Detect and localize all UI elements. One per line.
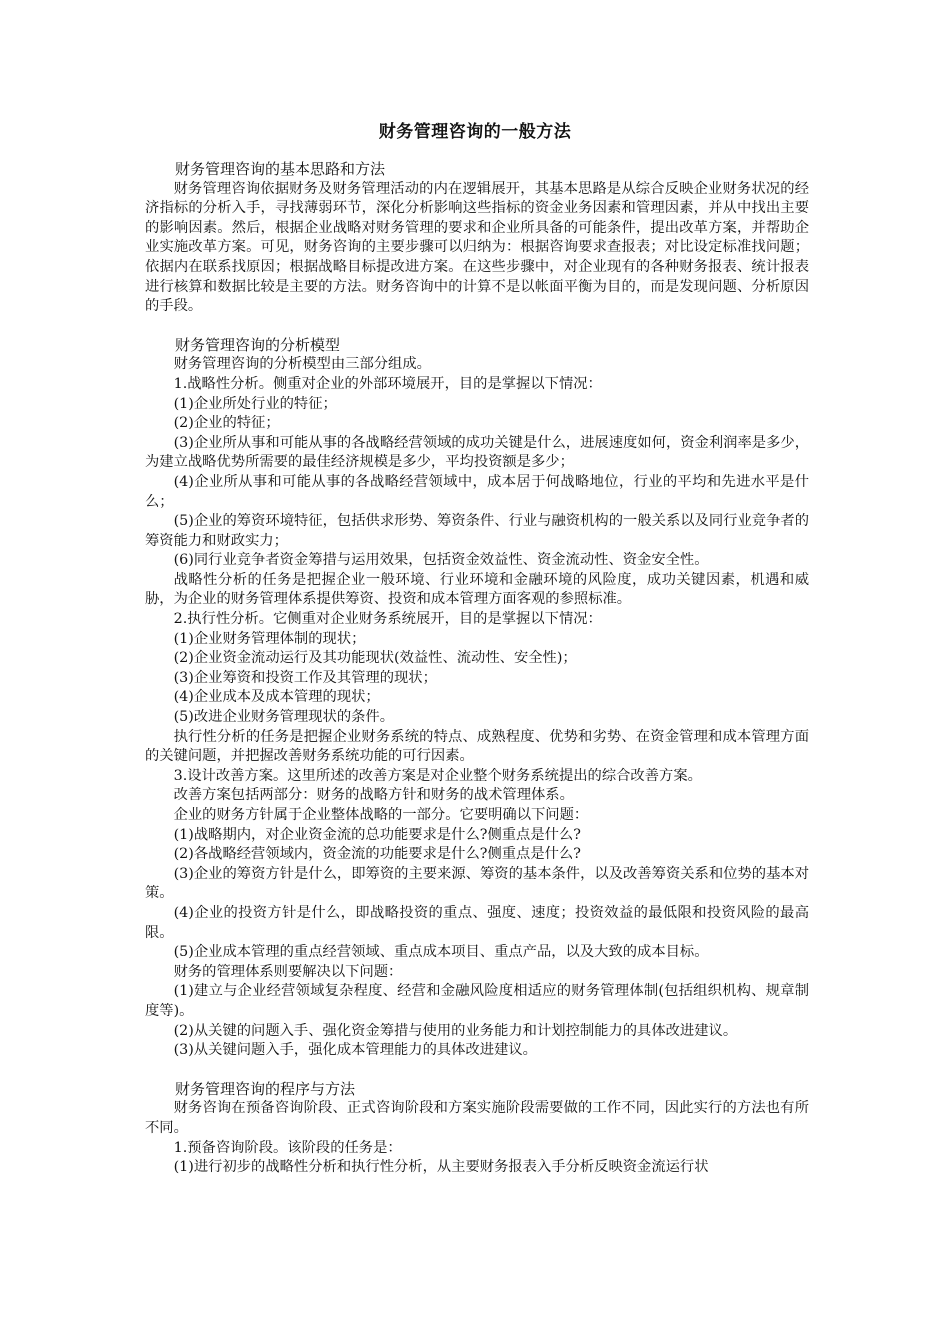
paragraph: 财务管理咨询依据财务及财务管理活动的内在逻辑展开，其基本思路是从综合反映企业财务状况的经济指标的分析入手，寻找薄弱环节，深化分析影响这些指标的资金业务因素和管理因素，并从中找出主要的影响因素。然后，根据企业战略对财务管理的要求和企业所具备的可能条件，提出改革方案，并帮助企业实施改革方案。可见，财务咨询的主要步骤可以归纳为：根据咨询要求查报表；对比设定标准找问题；依据内在联系找原因；根据战略目标提改进方案。在这些步骤中，对企业现有的各种财务报表、统计报表进行核算和数据比较是主要的方法。财务咨询中的计算不是以帐面平衡为目的，而是发现问题、分析原因的手段。 bbox=[145, 180, 809, 315]
paragraph: (2)从关键的问题入手、强化资金筹措与使用的业务能力和计划控制能力的具体改进建议。 bbox=[173, 1022, 738, 1039]
paragraph: (2)企业的特征； bbox=[173, 415, 280, 432]
paragraph: 1.战略性分析。侧重对企业的外部环境展开，目的是掌握以下情况： bbox=[173, 375, 602, 392]
paragraph: (3)企业的筹资方针是什么，即筹资的主要来源、筹资的基本条件，以及改善筹资关系和位势的基本对策。 bbox=[145, 865, 809, 902]
paragraph: 1.预备咨询阶段。该阶段的任务是： bbox=[173, 1139, 402, 1156]
paragraph: (2)企业资金流动运行及其功能现状(效益性、流动性、安全性)； bbox=[173, 650, 577, 667]
paragraph: (1)建立与企业经营领域复杂程度、经营和金融风险度相适应的财务管理体制(包括组织机构、规章制度等)。 bbox=[145, 983, 809, 1019]
document-body bbox=[145, 160, 809, 1178]
paragraph: 企业的财务方针属于企业整体战略的一部分。它要明确以下问题： bbox=[173, 807, 589, 823]
paragraph: (1)企业财务管理体制的现状； bbox=[173, 630, 366, 647]
paragraph: 财务管理咨询的分析模型由三部分组成。 bbox=[173, 356, 431, 373]
paragraph: 执行性分析的任务是把握企业财务系统的特点、成熟程度、优势和劣势、在资金管理和成本管理方面的关键问题，并把握改善财务系统功能的可行因素。 bbox=[145, 728, 809, 765]
paragraph: (3)企业所从事和可能从事的各战略经营领域的成功关键是什么，进展速度如何，资金利润率是多少，为建立战略优势所需要的最佳经济规模是多少，平均投资额是多少； bbox=[145, 434, 809, 471]
paragraph-gap bbox=[145, 317, 809, 336]
paragraph: (6)同行业竞争者资金筹措与运用效果，包括资金效益性、资金流动性、资金安全性。 bbox=[173, 552, 709, 569]
paragraph: 战略性分析的任务是把握企业一般环境、行业环境和金融环境的风险度，成功关键因素，机遇和威胁，为企业的财务管理体系提供筹资、投资和成本管理方面客观的参照标准。 bbox=[145, 571, 809, 608]
section-heading: 财务管理咨询的基本思路和方法 bbox=[175, 160, 386, 178]
paragraph: (3)企业筹资和投资工作及其管理的现状； bbox=[173, 669, 437, 686]
paragraph: 2.执行性分析。它侧重对企业财务系统展开，目的是掌握以下情况： bbox=[173, 611, 602, 628]
section-heading: 财务管理咨询的分析模型 bbox=[175, 335, 341, 354]
paragraph: (4)企业的投资方针是什么，即战略投资的重点、强度、速度；投资效益的最低限和投资风险的最高限。 bbox=[145, 904, 809, 941]
section-heading: 财务管理咨询的程序与方法 bbox=[175, 1079, 356, 1098]
paragraph: (3)从关键问题入手，强化成本管理能力的具体改进建议。 bbox=[173, 1042, 537, 1059]
paragraph: 财务的管理体系则要解决以下问题： bbox=[173, 963, 403, 980]
paragraph: (1)进行初步的战略性分析和执行性分析，从主要财务报表入手分析反映资金流运行状 bbox=[173, 1159, 709, 1176]
paragraph: (1)企业所处行业的特征； bbox=[173, 395, 337, 412]
document-title: 财务管理咨询的一般方法 bbox=[378, 122, 572, 142]
paragraph: (2)各战略经营领域内，资金流的功能要求是什么?侧重点是什么? bbox=[173, 846, 581, 863]
paragraph: 改善方案包括两部分：财务的战略方针和财务的战术管理体系。 bbox=[173, 787, 574, 804]
paragraph: (5)企业的筹资环境特征，包括供求形势、筹资条件、行业与融资机构的一般关系以及同行业竞争者的筹资能力和财政实力； bbox=[145, 513, 809, 549]
paragraph-gap bbox=[145, 1061, 809, 1080]
paragraph: (4)企业所从事和可能从事的各战略经营领域中，成本居于何战略地位，行业的平均和先进水平是什么； bbox=[145, 473, 809, 510]
paragraph: (1)战略期内，对企业资金流的总功能要求是什么?侧重点是什么? bbox=[173, 826, 581, 843]
paragraph: (4)企业成本及成本管理的现状； bbox=[173, 689, 380, 706]
paragraph: 3.设计改善方案。这里所述的改善方案是对企业整个财务系统提出的综合改善方案。 bbox=[173, 767, 702, 784]
paragraph: (5)企业成本管理的重点经营领域、重点成本项目、重点产品，以及大致的成本目标。 bbox=[173, 944, 709, 961]
paragraph: (5)改进企业财务管理现状的条件。 bbox=[173, 709, 395, 726]
paragraph: 财务咨询在预备咨询阶段、正式咨询阶段和方案实施阶段需要做的工作不同，因此实行的方法也有所不同。 bbox=[145, 1100, 809, 1136]
